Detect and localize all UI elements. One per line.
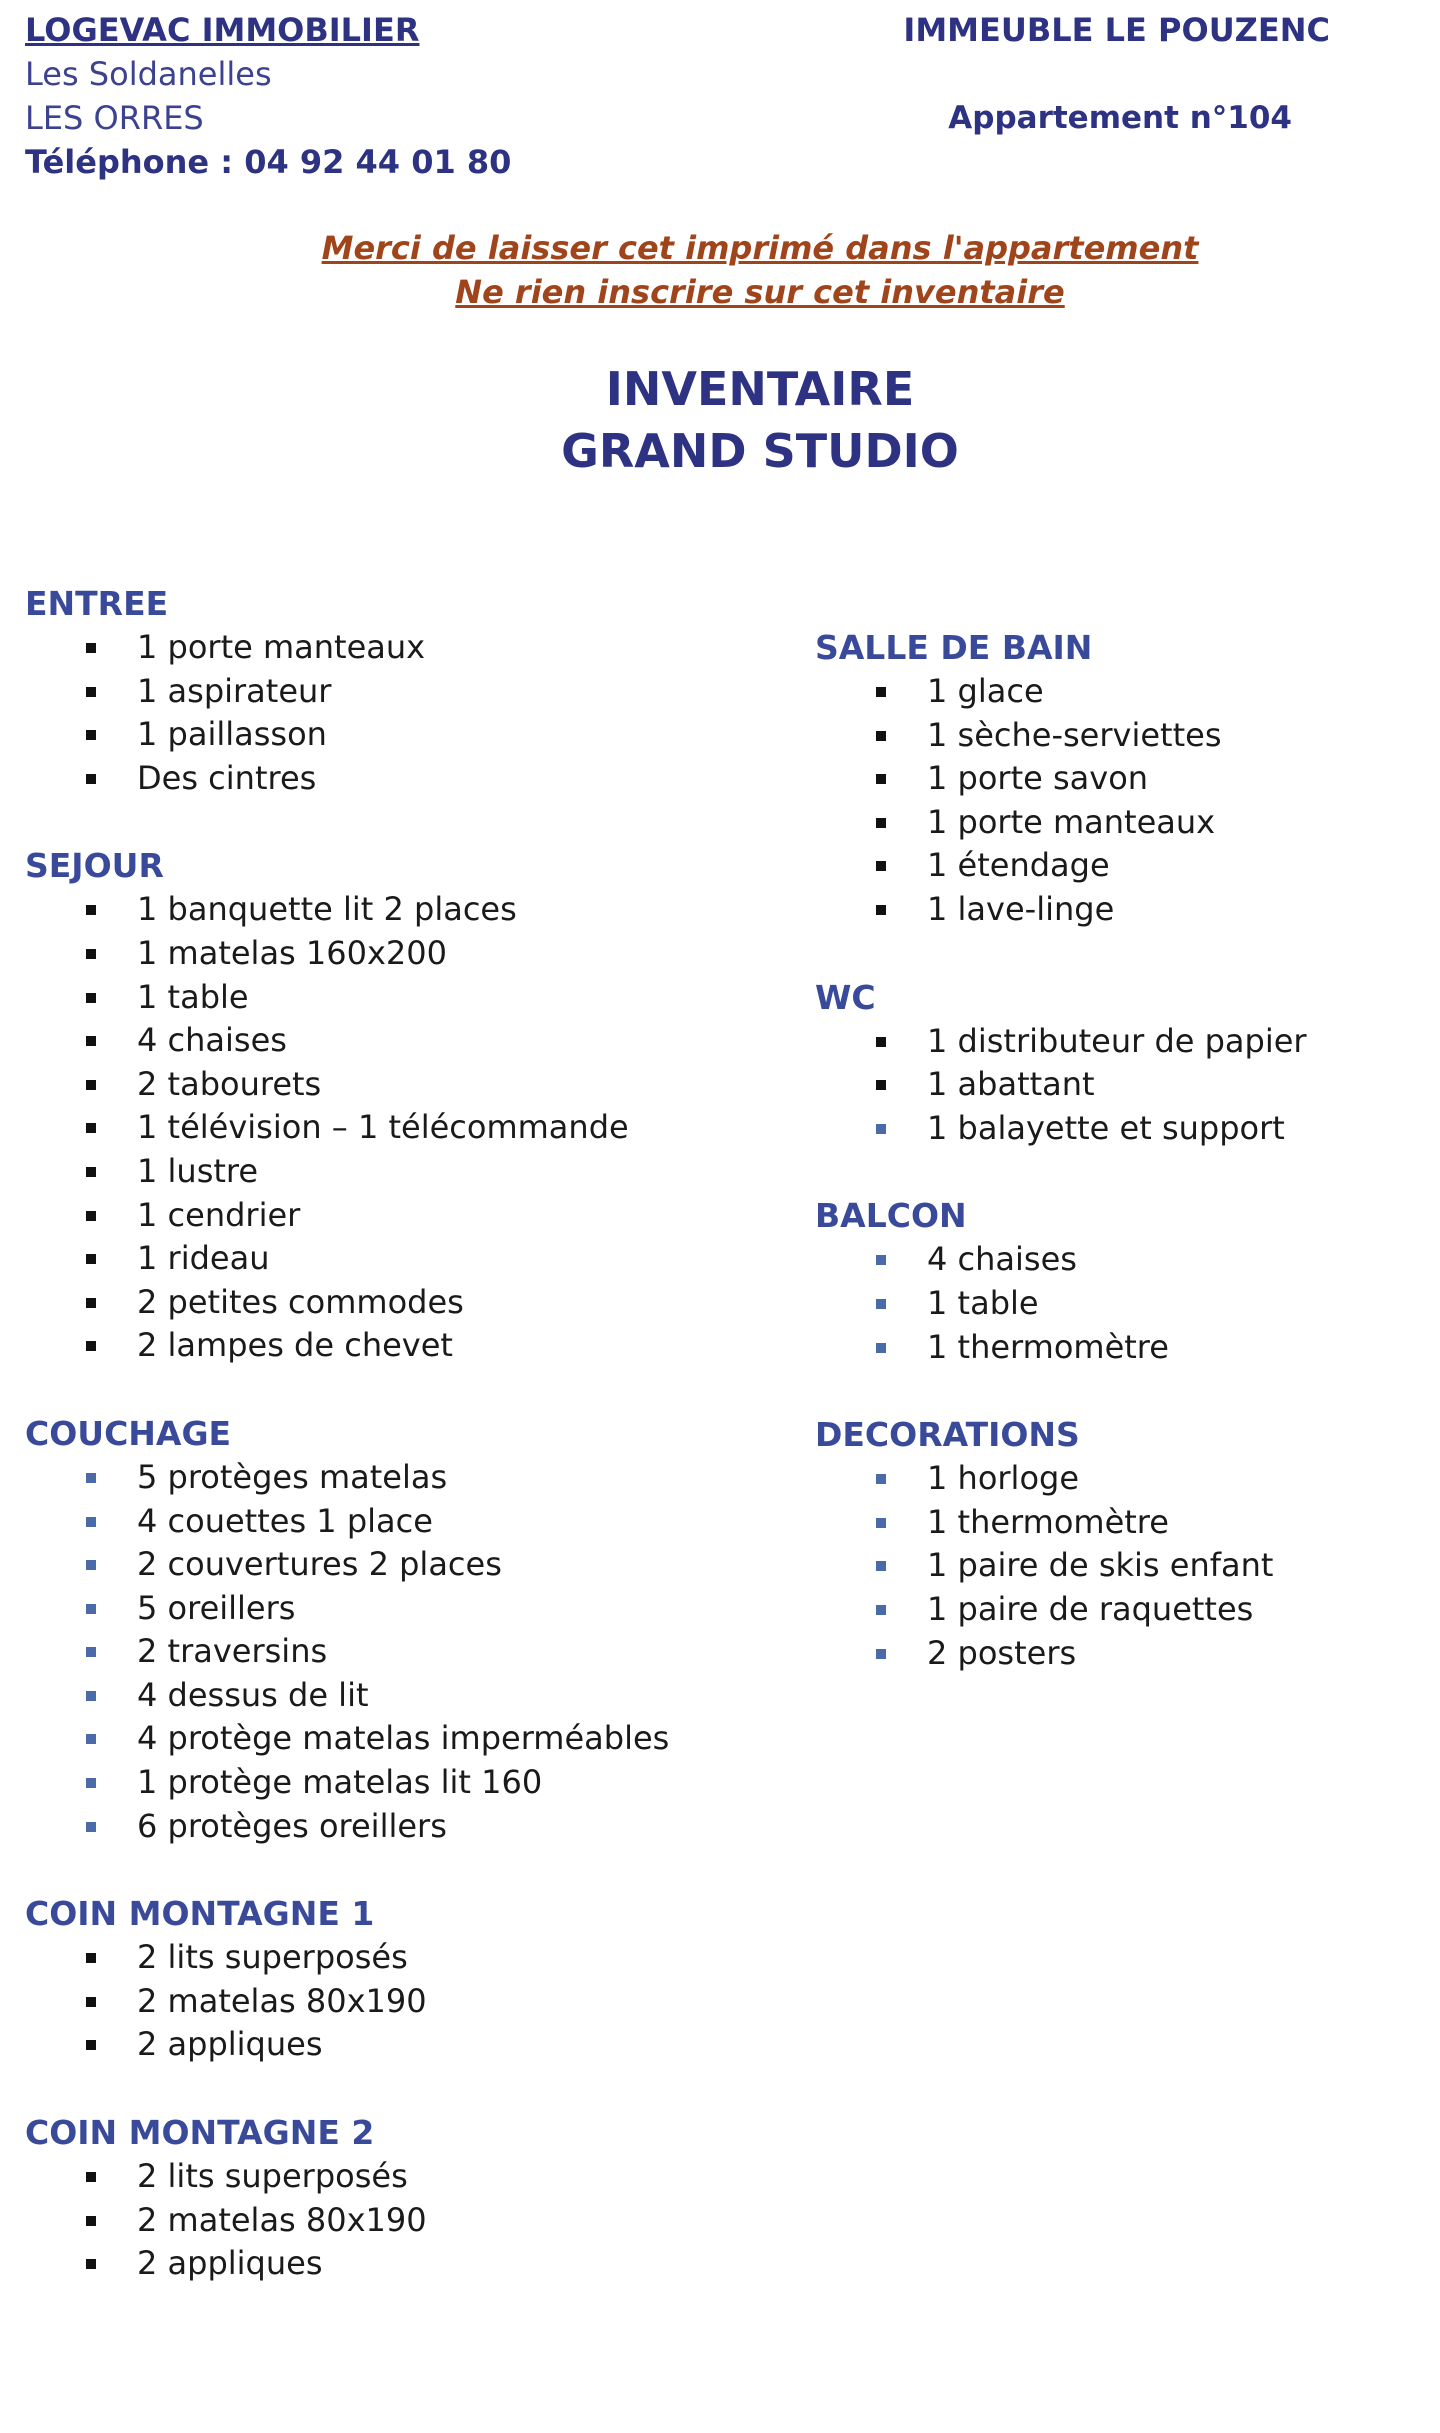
square-bullet-icon (876, 818, 886, 828)
list-item (25, 626, 669, 670)
square-bullet-icon (876, 1518, 886, 1528)
item-list (25, 2155, 669, 2286)
item-text: 1 porte savon (927, 759, 1149, 798)
item-text: 4 chaises (137, 1021, 287, 1060)
square-bullet-icon (86, 1997, 96, 2007)
item-text: 1 glace (927, 672, 1044, 710)
list-item (815, 1632, 1307, 1676)
square-bullet-icon (86, 643, 96, 653)
list-item (25, 1587, 669, 1631)
square-bullet-icon (876, 1649, 886, 1659)
list-item (25, 1717, 669, 1761)
list-item (25, 1019, 669, 1063)
item-text: 2 matelas 80x190 (137, 2200, 427, 2239)
list-item (815, 1282, 1307, 1326)
item-text: 2 appliques (137, 2025, 323, 2064)
square-bullet-icon (86, 905, 96, 915)
list-item (25, 976, 669, 1020)
list-item (25, 1761, 669, 1805)
section-title: COUCHAGE (25, 1413, 232, 1453)
notice-line-2: Ne rien inscrire sur cet inventaire (455, 273, 1065, 311)
section-title: ENTREE (25, 584, 169, 623)
item-list (815, 1020, 1307, 1151)
list-item (25, 932, 669, 976)
section-coin-montagne-2 (25, 2111, 669, 2286)
item-text: 2 lits superposés (137, 2157, 408, 2196)
square-bullet-icon (86, 1080, 96, 1090)
item-text: 1 banquette lit 2 places (137, 890, 517, 929)
item-text: 2 tabourets (137, 1064, 322, 1103)
list-item (25, 1543, 669, 1587)
square-bullet-icon (86, 1254, 96, 1264)
item-text: 1 balayette et support (927, 1108, 1285, 1147)
square-bullet-icon (86, 1778, 96, 1788)
square-bullet-icon (86, 1167, 96, 1177)
section-entree (25, 582, 669, 800)
square-bullet-icon (876, 1474, 886, 1484)
list-item (25, 1194, 669, 1238)
title-line-1: INVENTAIRE (605, 362, 915, 416)
list-item (25, 2023, 669, 2067)
section-salle-de-bain (815, 626, 1307, 932)
list-item (25, 1456, 669, 1500)
item-text: 1 rideau (137, 1239, 270, 1278)
building-block (903, 8, 1330, 140)
item-text: 5 protèges matelas (137, 1457, 448, 1496)
list-item (25, 888, 669, 932)
list-item (25, 2242, 669, 2286)
item-text: 1 étendage (927, 846, 1110, 885)
square-bullet-icon (86, 1691, 96, 1701)
item-text: 4 chaises (927, 1240, 1077, 1279)
item-text: 4 dessus de lit (137, 1675, 369, 1714)
square-bullet-icon (876, 905, 886, 915)
item-list (815, 670, 1307, 932)
square-bullet-icon (86, 1341, 96, 1351)
item-text: 1 abattant (927, 1065, 1095, 1104)
square-bullet-icon (86, 1517, 96, 1527)
section-title: BALCON (815, 1196, 967, 1236)
list-item (25, 1805, 669, 1849)
item-text: 1 thermomètre (927, 1502, 1169, 1541)
list-item (815, 844, 1307, 888)
item-text: 1 porte manteaux (927, 802, 1216, 841)
section-wc (815, 976, 1307, 1151)
square-bullet-icon (86, 1647, 96, 1657)
item-text: 2 appliques (137, 2244, 323, 2283)
list-item (25, 1063, 669, 1107)
item-list (815, 1238, 1307, 1369)
square-bullet-icon (86, 687, 96, 697)
section-balcon (815, 1194, 1307, 1369)
item-list (25, 888, 669, 1368)
item-text: 2 posters (927, 1633, 1077, 1672)
agency-phone: Téléphone : 04 92 44 01 80 (25, 143, 512, 181)
item-text: 1 table (137, 977, 249, 1016)
item-text: 1 thermomètre (927, 1327, 1169, 1366)
square-bullet-icon (86, 774, 96, 784)
item-list (25, 626, 669, 800)
item-text: 2 couvertures 2 places (137, 1545, 502, 1584)
square-bullet-icon (86, 1822, 96, 1832)
square-bullet-icon (86, 949, 96, 959)
list-item (815, 1107, 1307, 1151)
section-title: WC (815, 977, 876, 1017)
item-text: 1 paillasson (137, 715, 327, 754)
item-text: 1 table (927, 1283, 1039, 1322)
square-bullet-icon (876, 1255, 886, 1265)
item-text: 4 couettes 1 place (137, 1501, 433, 1540)
square-bullet-icon (86, 2172, 96, 2182)
list-item (815, 1457, 1307, 1501)
list-item (815, 801, 1307, 845)
list-item (25, 1500, 669, 1544)
list-item (25, 1674, 669, 1718)
agency-address-1: Les Soldanelles (25, 55, 272, 93)
section-title: DECORATIONS (815, 1415, 1080, 1455)
square-bullet-icon (876, 861, 886, 871)
square-bullet-icon (86, 1123, 96, 1133)
list-item (815, 757, 1307, 801)
list-item (815, 1238, 1307, 1282)
square-bullet-icon (86, 730, 96, 740)
item-text: 1 télévision – 1 télécommande (137, 1108, 629, 1147)
square-bullet-icon (86, 993, 96, 1003)
list-item (25, 1150, 669, 1194)
item-text: 1 lave-linge (927, 889, 1115, 928)
square-bullet-icon (86, 1211, 96, 1221)
list-item (815, 888, 1307, 932)
square-bullet-icon (86, 2259, 96, 2269)
section-title: COIN MONTAGNE 1 (25, 1894, 375, 1934)
list-item (815, 714, 1307, 758)
list-item (25, 1936, 669, 1980)
item-text: 1 paire de skis enfant (927, 1546, 1274, 1585)
list-item (25, 1237, 669, 1281)
section-sejour (25, 844, 669, 1368)
title-line-2: GRAND STUDIO (561, 424, 959, 478)
item-text: 1 horloge (927, 1459, 1080, 1498)
section-title: COIN MONTAGNE 2 (25, 2113, 375, 2153)
square-bullet-icon (86, 1036, 96, 1046)
square-bullet-icon (86, 1953, 96, 1963)
item-text: 2 lits superposés (137, 1938, 408, 1977)
list-item (815, 670, 1307, 714)
notice-line-1: Merci de laisser cet imprimé dans l'appartement (321, 229, 1199, 267)
square-bullet-icon (876, 1124, 886, 1134)
list-item (25, 1980, 669, 2024)
item-text: 2 petites commodes (137, 1282, 464, 1321)
section-title: SALLE DE BAIN (815, 628, 1093, 667)
item-text: 6 protèges oreillers (137, 1806, 447, 1845)
left-column (25, 582, 669, 2330)
list-item (25, 713, 669, 757)
page-title (0, 358, 1440, 482)
item-text: 1 aspirateur (137, 671, 332, 710)
item-text: 2 lampes de chevet (137, 1326, 453, 1365)
item-list (815, 1457, 1307, 1675)
list-item (815, 1326, 1307, 1370)
notice-block (0, 226, 1440, 314)
square-bullet-icon (86, 1473, 96, 1483)
list-item (25, 2199, 669, 2243)
item-text: Des cintres (137, 758, 317, 797)
item-text: 1 porte manteaux (137, 628, 426, 666)
item-text: 1 cendrier (137, 1195, 301, 1234)
square-bullet-icon (86, 2216, 96, 2226)
agency-block (25, 8, 511, 184)
list-item (815, 1501, 1307, 1545)
list-item (25, 670, 669, 714)
list-item (25, 1106, 669, 1150)
square-bullet-icon (876, 1343, 886, 1353)
right-column (815, 626, 1307, 1719)
square-bullet-icon (86, 1560, 96, 1570)
section-coin-montagne-1 (25, 1892, 669, 2067)
list-item (25, 2155, 669, 2199)
list-item (815, 1544, 1307, 1588)
item-text: 1 sèche-serviettes (927, 715, 1222, 754)
item-list (25, 1456, 669, 1848)
list-item (25, 757, 669, 801)
square-bullet-icon (86, 1604, 96, 1614)
building-name: IMMEUBLE LE POUZENC (903, 11, 1330, 49)
item-text: 5 oreillers (137, 1588, 296, 1627)
list-item (815, 1020, 1307, 1064)
square-bullet-icon (876, 731, 886, 741)
item-text: 2 traversins (137, 1632, 328, 1671)
item-text: 1 matelas 160x200 (137, 933, 447, 972)
square-bullet-icon (876, 1299, 886, 1309)
square-bullet-icon (876, 774, 886, 784)
square-bullet-icon (86, 1298, 96, 1308)
item-text: 2 matelas 80x190 (137, 1981, 427, 2020)
list-item (815, 1588, 1307, 1632)
list-item (25, 1281, 669, 1325)
section-decorations (815, 1413, 1307, 1675)
apartment-number: Appartement n°104 (948, 100, 1292, 136)
section-couchage (25, 1412, 669, 1848)
list-item (815, 1063, 1307, 1107)
item-text: 1 protège matelas lit 160 (137, 1763, 543, 1802)
item-list (25, 1936, 669, 2067)
square-bullet-icon (86, 2040, 96, 2050)
square-bullet-icon (876, 1605, 886, 1615)
item-text: 4 protège matelas imperméables (137, 1719, 670, 1758)
square-bullet-icon (876, 1080, 886, 1090)
list-item (25, 1630, 669, 1674)
square-bullet-icon (876, 1037, 886, 1047)
square-bullet-icon (86, 1734, 96, 1744)
square-bullet-icon (876, 687, 886, 697)
square-bullet-icon (876, 1561, 886, 1571)
section-title: SEJOUR (25, 846, 164, 886)
item-text: 1 distributeur de papier (927, 1021, 1307, 1060)
item-text: 1 paire de raquettes (927, 1589, 1254, 1628)
item-text: 1 lustre (137, 1151, 259, 1190)
list-item (25, 1324, 669, 1368)
agency-address-2: LES ORRES (25, 99, 204, 137)
agency-name: LOGEVAC IMMOBILIER (25, 11, 420, 49)
